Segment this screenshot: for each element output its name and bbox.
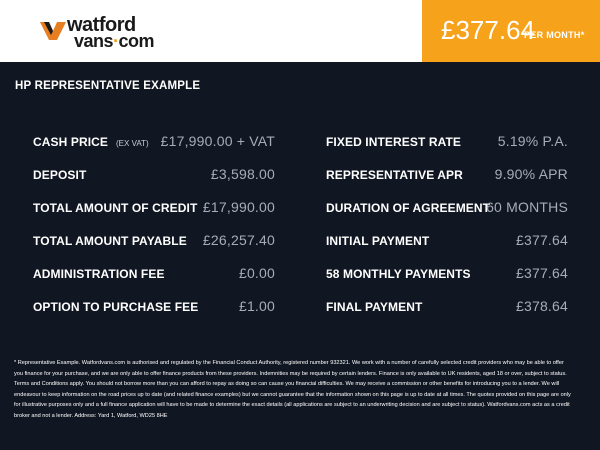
monthly-payments-label: 58 MONTHLY PAYMENTS [326, 267, 471, 281]
total-payable-value: £26,257.40 [202, 232, 275, 248]
header [0, 0, 600, 62]
per-month-label: PER MONTH* [524, 30, 585, 40]
total-payable-label: TOTAL AMOUNT PAYABLE [33, 234, 187, 248]
final-payment-label: FINAL PAYMENT [326, 300, 423, 314]
finance-column-left [33, 128, 275, 326]
watford-vans-logo[interactable] [40, 14, 170, 50]
initial-payment-label: INITIAL PAYMENT [326, 234, 430, 248]
finance-row-interest-rate [326, 128, 568, 161]
duration-value: 60 MONTHS [486, 199, 568, 215]
deposit-value: £3,598.00 [210, 166, 275, 182]
finance-row-total-payable [33, 227, 275, 260]
cash-price-value: £17,990.00 + VAT [160, 133, 275, 149]
option-fee-value: £1.00 [238, 298, 275, 314]
apr-value: 9.90% APR [494, 166, 568, 182]
monthly-price: £377.64 [441, 15, 535, 45]
finance-row-monthly-payments [326, 260, 568, 293]
finance-row-initial-payment [326, 227, 568, 260]
finance-row-admin-fee [33, 260, 275, 293]
logo-chevron-icon [40, 22, 66, 40]
finance-column-right [326, 128, 568, 326]
monthly-payments-value: £377.64 [515, 265, 568, 281]
total-credit-label: TOTAL AMOUNT OF CREDIT [33, 201, 198, 215]
finance-disclaimer: * Representative Example. Watfordvans.com is authorised and regulated by the Financial Conduct Authority, registered number 932321. We work with a number of carefully selected credit providers who may be able to offer you finance for your purchase, and we are only able to offer finance products from these providers. Indemnities may be required by certain lenders. Finance is only available to UK residents, aged 18 or over, subject to status. Terms and Conditions apply. You should not borrow more than you can afford to repay as doing so can cause you financial difficulties. We may receive a commission or other benefits for introducing you to a lender. We will endeavour to keep information on the road prices up to date (and related finance examples) but we cannot guarantee that the information shown on this page is up to date at all times. The quotes provided on this page are only for illustrative purposes only and a full finance application will have to be made to determine the exact details (all applications are subject to an underwriting decision and are subject to status). Watfordvans.com acts as a credit broker and not a lender. Address: Yard 1, Watford, WD25 8HE [14, 360, 571, 419]
duration-label: DURATION OF AGREEMENT [326, 201, 491, 215]
interest-rate-value: 5.19% P.A. [497, 133, 568, 149]
finance-row-cash-price [33, 128, 275, 161]
finance-row-duration [326, 194, 568, 227]
finance-row-deposit [33, 161, 275, 194]
logo-text-vans: vans·com [74, 31, 155, 51]
option-fee-label: OPTION TO PURCHASE FEE [33, 300, 199, 314]
final-payment-value: £378.64 [515, 298, 568, 314]
finance-row-final-payment [326, 293, 568, 326]
logo-text-watford: watford [67, 14, 136, 36]
initial-payment-value: £377.64 [515, 232, 568, 248]
finance-row-total-credit [33, 194, 275, 227]
interest-rate-label: FIXED INTEREST RATE [326, 135, 462, 149]
section-title: HP REPRESENTATIVE EXAMPLE [15, 80, 201, 92]
admin-fee-label: ADMINISTRATION FEE [33, 267, 165, 281]
finance-row-apr [326, 161, 568, 194]
cash-price-label: CASH PRICE [33, 135, 109, 149]
finance-row-option-fee [33, 293, 275, 326]
ex-vat-label: (EX VAT) [116, 139, 149, 148]
monthly-price-box [422, 0, 600, 62]
total-credit-value: £17,990.00 [202, 199, 275, 215]
apr-label: REPRESENTATIVE APR [326, 168, 463, 182]
admin-fee-value: £0.00 [238, 265, 275, 281]
deposit-label: DEPOSIT [33, 168, 87, 182]
